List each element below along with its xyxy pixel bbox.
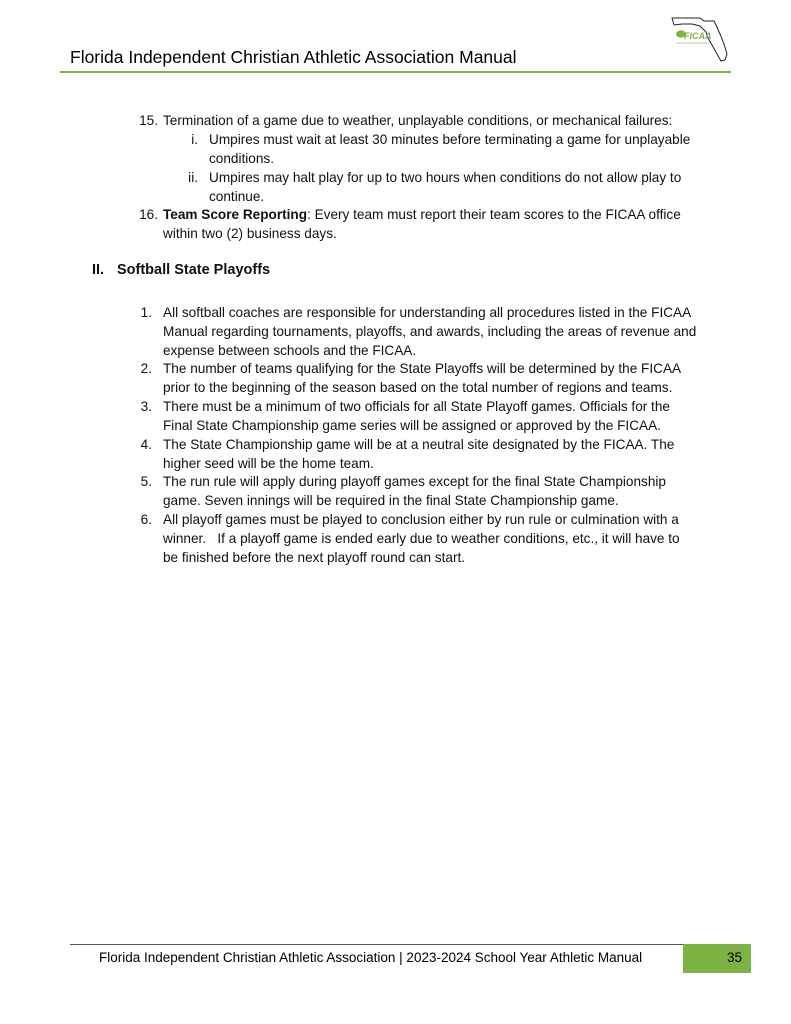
footer-rule: [70, 944, 683, 945]
section-heading: [92, 262, 270, 278]
list-text-line: All softball coaches are responsible for understanding all procedures listed in the FICAA: [163, 305, 692, 320]
list-text-line: within two (2) business days.: [163, 226, 337, 241]
list-number: 1.: [140, 305, 152, 320]
list-number: 4.: [140, 437, 152, 452]
bold-term: Team Score Reporting: [163, 207, 308, 222]
list-text-line: conditions.: [209, 151, 274, 166]
list-text-line: Umpires may halt play for up to two hours when conditions do not allow play to: [209, 170, 682, 185]
section-number: II.: [92, 262, 105, 278]
list-number: 6.: [140, 512, 152, 527]
list-text-line: Umpires must wait at least 30 minutes before terminating a game for unplayable: [209, 132, 691, 147]
list-number: 2.: [140, 361, 152, 376]
sub-list-number: ii.: [188, 170, 198, 185]
list-text-line: All playoff games must be played to conclusion either by run rule or culmination with a: [163, 512, 679, 527]
list-text-line: The run rule will apply during playoff games except for the final State Championship: [163, 474, 666, 489]
list-number: 15.: [139, 113, 158, 128]
list-text-line: prior to the beginning of the season based on the total number of regions and teams.: [163, 380, 673, 395]
footer-text: Florida Independent Christian Athletic Association | 2023-2024 School Year Athletic Manual: [99, 950, 643, 965]
list-text: : Every team must report their team scores to the FICAA office: [307, 207, 681, 222]
page-header-title: Florida Independent Christian Athletic Association Manual: [70, 47, 517, 67]
header-rule: [60, 71, 731, 73]
list-text-line: higher seed will be the home team.: [163, 456, 374, 471]
list-number: 3.: [140, 399, 152, 414]
list-text-line: expense between schools and the FICAA.: [163, 343, 417, 358]
sub-list-number: i.: [191, 132, 198, 147]
section-title: Softball State Playoffs: [117, 262, 271, 278]
list-text-line: There must be a minimum of two officials for all State Playoff games. Officials for the: [163, 399, 670, 414]
ficaa-logo: [670, 12, 732, 64]
list-text-line: winner. If a playoff game is ended early due to weather conditions, etc., it will have to: [163, 531, 680, 546]
list-text-line: Manual regarding tournaments, playoffs, and awards, including the areas of revenue and: [163, 324, 697, 339]
logo-text: FICAA: [684, 31, 712, 41]
list-text-line: be finished before the next playoff round can start.: [163, 550, 466, 565]
list-text-line: continue.: [209, 189, 265, 204]
list-number: 5.: [140, 474, 152, 489]
list-text-line: Final State Championship game series will be assigned or approved by the FICAA.: [163, 418, 661, 433]
list-number: 16.: [139, 207, 158, 222]
list-text: Termination of a game due to weather, unplayable conditions, or mechanical failures:: [163, 113, 673, 128]
list-text-line: The number of teams qualifying for the State Playoffs will be determined by the FICAA: [163, 361, 682, 376]
list-text-line: game. Seven innings will be required in the final State Championship game.: [163, 493, 619, 508]
page-number: 35: [726, 950, 742, 965]
list-text-line: The State Championship game will be at a neutral site designated by the FICAA. The: [163, 437, 675, 452]
list-text-line: [163, 205, 681, 224]
